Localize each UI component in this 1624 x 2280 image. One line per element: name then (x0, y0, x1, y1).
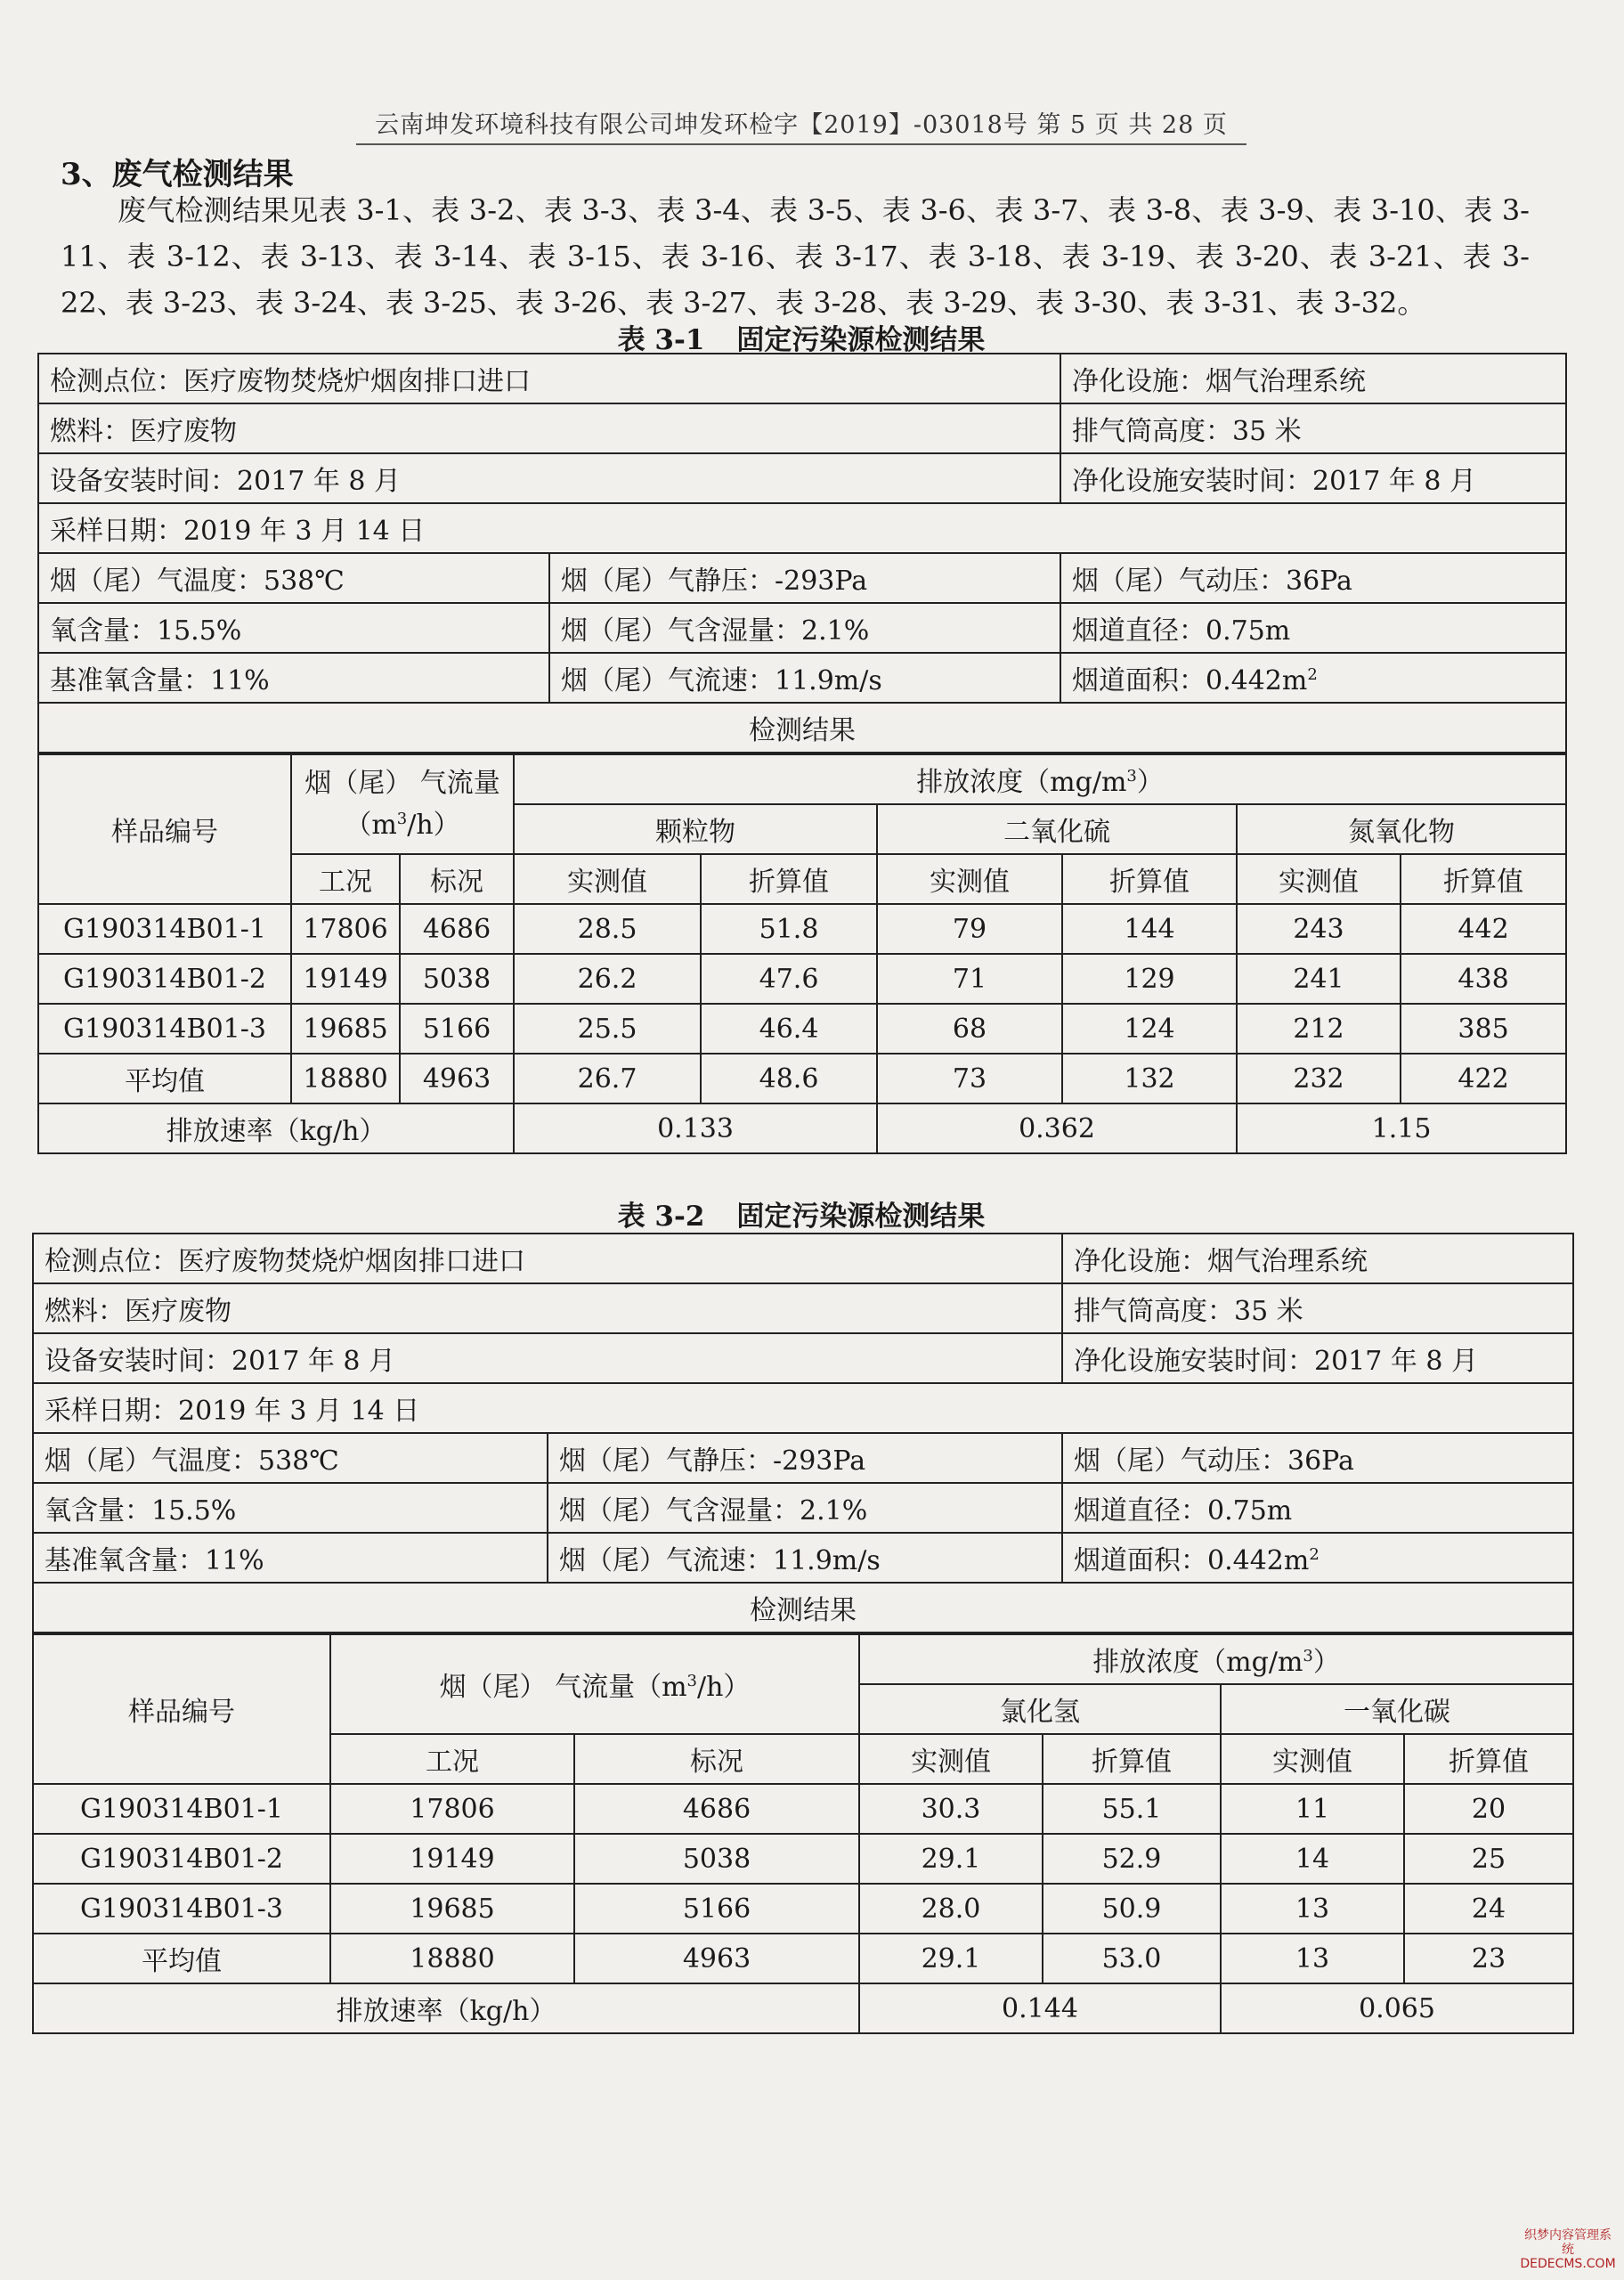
table2-static-pressure: 烟（尾）气静压：-293Pa (548, 1433, 1062, 1483)
table-row (33, 1283, 1573, 1333)
table2-caption-title: 固定污染源检测结果 (736, 1201, 986, 1233)
table2-duct-area (1062, 1533, 1573, 1583)
table-row (38, 1103, 1566, 1153)
table1-results-title: 检测结果 (38, 703, 1566, 753)
table-cell: 52.9 (1043, 1834, 1221, 1884)
table-cell: 26.7 (514, 1054, 701, 1103)
table-row (33, 1583, 1573, 1633)
table-cell: 11 (1221, 1784, 1404, 1834)
table1-col-flow-unit-end: /h） (407, 809, 460, 841)
table2-col-conc (859, 1634, 1573, 1684)
table2-facility: 净化设施：烟气治理系统 (1062, 1234, 1573, 1283)
table1-info (37, 353, 1567, 753)
table-row (33, 1934, 1573, 1983)
table2-sub-converted: 折算值 (1404, 1734, 1573, 1784)
table1-sub-converted: 折算值 (1062, 854, 1237, 904)
table1-rate-so2: 0.362 (877, 1103, 1237, 1153)
table2-col-flow-label: 烟（尾） 气流量（m (439, 1672, 687, 1703)
table2-facility-install-time: 净化设施安装时间：2017 年 8 月 (1062, 1333, 1573, 1383)
table-cell: 19149 (291, 954, 400, 1004)
table-cell: 13 (1221, 1884, 1404, 1934)
table1-static-pressure: 烟（尾）气静压：-293Pa (549, 553, 1060, 603)
table1-rate-particulate: 0.133 (514, 1103, 877, 1153)
intro-paragraph: 废气检测结果见表 3-1、表 3-2、表 3-3、表 3-4、表 3-5、表 3-6、表 3-7、表 3-8、表 3-9、表 3-10、表 3-11、表 3-12、表 3-13、表 3-14、表 3-15、表 3-16、表 3-17、表 3-18、表 3-19、表 3-20、表 3-21、表 3-22、表 3-23、表 3-24、表 3-25、表 3-26、表 3-27、表 3-28、表 3-29、表 3-30、表 3-31、表 3-32。 (61, 193, 1530, 320)
table-cell: 232 (1237, 1054, 1401, 1103)
table-cell: 73 (877, 1054, 1062, 1103)
table1-duct-area-sup: 2 (1307, 665, 1318, 684)
table1-caption (534, 317, 1068, 357)
table-cell: 平均值 (33, 1934, 330, 1983)
table-row (33, 1634, 1573, 1684)
table-cell: 29.1 (859, 1934, 1043, 1983)
table-cell: 71 (877, 954, 1062, 1004)
table2-sample-date: 采样日期：2019 年 3 月 14 日 (33, 1383, 1573, 1433)
section-title: 3、废气检测结果 (61, 157, 294, 192)
table1-rate-label: 排放速率（kg/h） (38, 1103, 514, 1153)
table2-rate-co: 0.065 (1221, 1983, 1573, 2033)
table2-stack-height: 排气筒高度：35 米 (1062, 1283, 1573, 1333)
table2-fuel: 燃料：医疗废物 (33, 1283, 1062, 1333)
table-cell: 5166 (574, 1884, 859, 1934)
table-row (33, 1533, 1573, 1583)
table1-base-oxygen: 基准氧含量：11% (38, 653, 549, 703)
table1-col-flow-unit-sup: 3 (396, 809, 408, 828)
table-cell: 19685 (330, 1884, 574, 1934)
table1-col-flow-unit: （m (345, 809, 397, 841)
table2-base-oxygen: 基准氧含量：11% (33, 1533, 548, 1583)
table2-pollutant-hcl: 氯化氢 (859, 1684, 1221, 1734)
table1-sub-measured: 实测值 (877, 854, 1062, 904)
table-row (38, 954, 1566, 1004)
table-cell: 19149 (330, 1834, 574, 1884)
table2-point: 检测点位：医疗废物焚烧炉烟囱排口进口 (33, 1234, 1062, 1283)
table1-col-conc-sup: 3 (1126, 767, 1137, 786)
table-row (38, 904, 1566, 954)
page-header: 云南坤发环境科技有限公司坤发环检字【2019】-03018号 第 5 页 共 28 页 (356, 105, 1246, 145)
table1-caption-number: 表 3-1 (617, 324, 705, 356)
table-cell: 438 (1401, 954, 1566, 1004)
table1-temp: 烟（尾）气温度：538℃ (38, 553, 549, 603)
table-cell: G190314B01-1 (33, 1784, 330, 1834)
table1-col-conc-end: ） (1136, 767, 1164, 798)
table1-sub-work: 工况 (291, 854, 400, 904)
table1-oxygen: 氧含量：15.5% (38, 603, 549, 653)
table2-col-conc-label: 排放浓度（mg/m (1092, 1647, 1303, 1678)
table-cell: 47.6 (701, 954, 877, 1004)
table1-stack-height: 排气筒高度：35 米 (1060, 403, 1566, 453)
table-cell: 28.5 (514, 904, 701, 954)
table-cell: G190314B01-3 (33, 1884, 330, 1934)
table-row (38, 553, 1566, 603)
table1-facility-install-time: 净化设施安装时间：2017 年 8 月 (1060, 453, 1566, 503)
table2-rate-hcl: 0.144 (859, 1983, 1221, 2033)
table-cell: 19685 (291, 1004, 400, 1054)
table-row (38, 403, 1566, 453)
table2-sub-std: 标况 (574, 1734, 859, 1784)
table-row (38, 653, 1566, 703)
table-cell: 28.0 (859, 1884, 1043, 1934)
watermark-logo: 织梦内容管理系统 DEDECMS.COM (1520, 2228, 1616, 2271)
table2-install-time: 设备安装时间：2017 年 8 月 (33, 1333, 1062, 1383)
table-cell: 25.5 (514, 1004, 701, 1054)
table2-duct-area-text: 烟道面积：0.442m (1074, 1545, 1310, 1576)
table-cell: 24 (1404, 1884, 1573, 1934)
table1-facility: 净化设施：烟气治理系统 (1060, 354, 1566, 403)
table-cell: 4686 (574, 1784, 859, 1834)
table-row (38, 703, 1566, 753)
table-cell: 18880 (291, 1054, 400, 1103)
table2-flow-speed: 烟（尾）气流速：11.9m/s (548, 1533, 1062, 1583)
table-cell: 212 (1237, 1004, 1401, 1054)
table1-sub-measured: 实测值 (1237, 854, 1401, 904)
table2-col-flow-end: /h） (697, 1672, 751, 1703)
table1-pollutant-nox: 氮氧化物 (1237, 804, 1566, 854)
table2-duct-area-sup: 2 (1309, 1545, 1320, 1564)
table1-duct-area (1060, 653, 1566, 703)
table2-sub-measured: 实测值 (859, 1734, 1043, 1784)
table-row (38, 1004, 1566, 1054)
table2-temp: 烟（尾）气温度：538℃ (33, 1433, 548, 1483)
table-row (33, 1433, 1573, 1483)
table1-install-time: 设备安装时间：2017 年 8 月 (38, 453, 1060, 503)
table-cell: 422 (1401, 1054, 1566, 1103)
table-row (38, 453, 1566, 503)
table-cell: 55.1 (1043, 1784, 1221, 1834)
table-cell: 4686 (400, 904, 514, 954)
table-cell: 144 (1062, 904, 1237, 954)
table-cell: 17806 (330, 1784, 574, 1834)
table-row (33, 1834, 1573, 1884)
table-cell: 4963 (574, 1934, 859, 1983)
table2-col-conc-sup: 3 (1303, 1647, 1313, 1665)
table-cell: 29.1 (859, 1834, 1043, 1884)
table-cell: 53.0 (1043, 1934, 1221, 1983)
table-cell: 5038 (400, 954, 514, 1004)
table-row (33, 1884, 1573, 1934)
table-cell: 5038 (574, 1834, 859, 1884)
table-row (38, 354, 1566, 403)
table-cell: 4963 (400, 1054, 514, 1103)
table2-info (32, 1233, 1574, 1633)
table-cell: 23 (1404, 1934, 1573, 1983)
table2-pollutant-co: 一氧化碳 (1221, 1684, 1573, 1734)
table2-results-title: 检测结果 (33, 1583, 1573, 1633)
table-cell: 68 (877, 1004, 1062, 1054)
table1-col-sample: 样品编号 (38, 754, 291, 904)
table-row (38, 503, 1566, 553)
table-cell: 26.2 (514, 954, 701, 1004)
table2-results (32, 1633, 1574, 2034)
table-cell: 385 (1401, 1004, 1566, 1054)
table-cell: 51.8 (701, 904, 877, 954)
table-cell: 13 (1221, 1934, 1404, 1983)
table-row (33, 1234, 1573, 1283)
table-cell: 243 (1237, 904, 1401, 954)
table1-flow-speed: 烟（尾）气流速：11.9m/s (549, 653, 1060, 703)
table1-col-conc (514, 754, 1566, 804)
table2-sub-work: 工况 (330, 1734, 574, 1784)
table-cell: 18880 (330, 1934, 574, 1983)
table2-dynamic-pressure: 烟（尾）气动压：36Pa (1062, 1433, 1573, 1483)
table-row (38, 1054, 1566, 1103)
table1-sub-converted: 折算值 (1401, 854, 1566, 904)
table2-col-flow (330, 1634, 859, 1734)
table-cell: 46.4 (701, 1004, 877, 1054)
table1-dynamic-pressure: 烟（尾）气动压：36Pa (1060, 553, 1566, 603)
table2-rate-label: 排放速率（kg/h） (33, 1983, 859, 2033)
table-cell: 129 (1062, 954, 1237, 1004)
table1-sample-date: 采样日期：2019 年 3 月 14 日 (38, 503, 1566, 553)
table1-col-flow-label: 烟（尾） 气流量 (304, 767, 500, 799)
table-cell: 442 (1401, 904, 1566, 954)
table-row (38, 603, 1566, 653)
table-cell: G190314B01-2 (38, 954, 291, 1004)
table-cell: 5166 (400, 1004, 514, 1054)
table2-duct-diameter: 烟道直径：0.75m (1062, 1483, 1573, 1533)
table-cell: 50.9 (1043, 1884, 1221, 1934)
table-row (33, 1383, 1573, 1433)
table2-caption (534, 1193, 1068, 1234)
table-cell: 241 (1237, 954, 1401, 1004)
table-cell: 30.3 (859, 1784, 1043, 1834)
table1-sub-converted: 折算值 (701, 854, 877, 904)
table1-sub-std: 标况 (400, 854, 514, 904)
table2-humidity: 烟（尾）气含湿量：2.1% (548, 1483, 1062, 1533)
table1-results (37, 753, 1567, 1154)
table1-caption-title: 固定污染源检测结果 (736, 324, 986, 356)
table-row (33, 1983, 1573, 2033)
table1-col-conc-label: 排放浓度（mg/m (916, 767, 1127, 798)
table2-sub-converted: 折算值 (1043, 1734, 1221, 1784)
table-cell: 25 (1404, 1834, 1573, 1884)
table2-caption-number: 表 3-2 (617, 1201, 705, 1233)
table-cell: 132 (1062, 1054, 1237, 1103)
table-cell: 124 (1062, 1004, 1237, 1054)
table2-col-flow-sup: 3 (686, 1672, 697, 1690)
table1-duct-diameter: 烟道直径：0.75m (1060, 603, 1566, 653)
table-row (33, 1483, 1573, 1533)
table-cell: G190314B01-2 (33, 1834, 330, 1884)
table-row (33, 1333, 1573, 1383)
table1-point: 检测点位：医疗废物焚烧炉烟囱排口进口 (38, 354, 1060, 403)
table1-fuel: 燃料：医疗废物 (38, 403, 1060, 453)
table-cell: 48.6 (701, 1054, 877, 1103)
table1-rate-nox: 1.15 (1237, 1103, 1566, 1153)
table-row (33, 1784, 1573, 1834)
table1-humidity: 烟（尾）气含湿量：2.1% (549, 603, 1060, 653)
table-cell: 20 (1404, 1784, 1573, 1834)
table-cell: G190314B01-3 (38, 1004, 291, 1054)
table1-pollutant-particulate: 颗粒物 (514, 804, 877, 854)
table-cell: 79 (877, 904, 1062, 954)
table-row (38, 754, 1566, 804)
table2-col-sample: 样品编号 (33, 1634, 330, 1784)
table1-col-flow (291, 754, 514, 854)
table-cell: 平均值 (38, 1054, 291, 1103)
table2-col-conc-end: ） (1312, 1647, 1340, 1678)
table1-sub-measured: 实测值 (514, 854, 701, 904)
table-cell: 17806 (291, 904, 400, 954)
table2-oxygen: 氧含量：15.5% (33, 1483, 548, 1533)
table-cell: G190314B01-1 (38, 904, 291, 954)
table1-duct-area-text: 烟道面积：0.442m (1072, 665, 1308, 696)
table-cell: 14 (1221, 1834, 1404, 1884)
table1-pollutant-so2: 二氧化硫 (877, 804, 1237, 854)
table2-sub-measured: 实测值 (1221, 1734, 1404, 1784)
